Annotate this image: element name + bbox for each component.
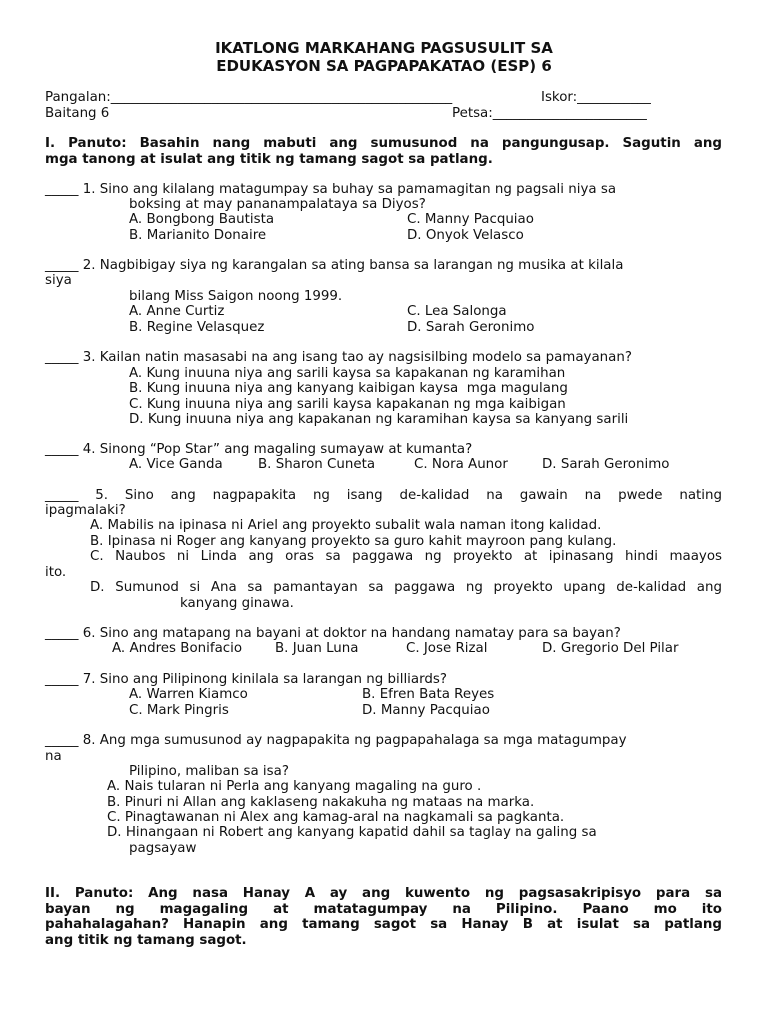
q7-option-c: C. Mark Pingris [129, 703, 229, 718]
q8-option-d-wrap: pagsayaw [129, 841, 197, 856]
q7-option-d: D. Manny Pacquiao [362, 703, 490, 718]
q8-option-d: D. Hinangaan ni Robert ang kanyang kapatid dahil sa taglay na galing sa [107, 825, 597, 840]
question-2-cont: bilang Miss Saigon noong 1999. [129, 289, 343, 304]
q6-option-b: B. Juan Luna [275, 641, 359, 656]
question-1-cont: boksing at may pananampalataya sa Diyos? [129, 197, 426, 212]
q3-option-d: D. Kung inuuna niya ang kapakanan ng karamihan kaysa sa kanyang sarili [129, 412, 629, 427]
q4-option-a: A. Vice Ganda [129, 457, 223, 472]
question-8: _____ 8. Ang mga sumusunod ay nagpapakita ng pagpapahalaga sa mga matagumpay [45, 733, 627, 748]
score-field: Iskor:___________ [541, 90, 651, 105]
part2-instructions-line4: ang titik ng tamang sagot. [45, 933, 247, 948]
name-field: Pangalan:___________________________________________________ [45, 90, 453, 105]
question-6: _____ 6. Sino ang matapang na bayani at doktor na handang namatay para sa bayan? [45, 626, 621, 641]
question-5-wrap: ipagmalaki? [45, 503, 126, 518]
q1-option-c: C. Manny Pacquiao [407, 212, 534, 227]
question-7: _____ 7. Sino ang Pilipinong kinilala sa larangan ng billiards? [45, 672, 447, 687]
q1-option-b: B. Marianito Donaire [129, 228, 267, 243]
q5-option-b: B. Ipinasa ni Roger ang kanyang proyekto sa guro kahit mayroon pang kulang. [90, 534, 617, 549]
q2-option-d: D. Sarah Geronimo [407, 320, 535, 335]
date-field: Petsa:_______________________ [452, 106, 647, 121]
q3-option-a: A. Kung inuuna niya ang sarili kaysa sa kapakanan ng karamihan [129, 366, 566, 381]
question-3: _____ 3. Kailan natin masasabi na ang isang tao ay nagsisilbing modelo sa pamayanan? [45, 350, 632, 365]
q4-option-d: D. Sarah Geronimo [542, 457, 670, 472]
q8-option-b: B. Pinuri ni Allan ang kaklaseng nakakuha ng mataas na marka. [107, 795, 535, 810]
q3-option-c: C. Kung inuuna niya ang sarili kaysa kapakanan ng mga kaibigan [129, 397, 566, 412]
question-2-wrap: siya [45, 273, 72, 288]
q5-option-d-wrap: kanyang ginawa. [180, 596, 294, 611]
q5-option-d: D. Sumunod si Ana sa pamantayan sa paggawa ng proyekto upang de-kalidad ang [90, 580, 722, 595]
question-4: _____ 4. Sinong “Pop Star” ang magaling sumayaw at kumanta? [45, 442, 473, 457]
q3-option-b: B. Kung inuuna niya ang kanyang kaibigan kaysa mga magulang [129, 381, 568, 396]
question-8-cont: Pilipino, maliban sa isa? [129, 764, 289, 779]
q5-option-a: A. Mabilis na ipinasa ni Ariel ang proyekto subalit wala naman itong kalidad. [90, 518, 602, 533]
part1-instructions-line2: mga tanong at isulat ang titik ng tamang sagot sa patlang. [45, 152, 493, 167]
exam-title-line2: EDUKASYON SA PAGPAPAKATAO (ESP) 6 [216, 57, 552, 75]
q7-option-a: A. Warren Kiamco [129, 687, 248, 702]
part1-instructions-line1: I. Panuto: Basahin nang mabuti ang sumusunod na pangungusap. Sagutin ang [45, 136, 722, 151]
q2-option-c: C. Lea Salonga [407, 304, 507, 319]
q8-option-a: A. Nais tularan ni Perla ang kanyang magaling na guro . [107, 779, 482, 794]
q6-option-d: D. Gregorio Del Pilar [542, 641, 679, 656]
question-5: _____ 5. Sino ang nagpapakita ng isang de-kalidad na gawain na pwede nating [45, 488, 722, 503]
part2-instructions-line2: bayan ng magagaling at matatagumpay na Pilipino. Paano mo ito [45, 902, 722, 917]
part2-instructions-line3: pahahalagahan? Hanapin ang tamang sagot sa Hanay B at isulat sa patlang [45, 917, 722, 932]
q5-option-c-wrap: ito. [45, 565, 67, 580]
q1-option-d: D. Onyok Velasco [407, 228, 524, 243]
q6-option-a: A. Andres Bonifacio [112, 641, 243, 656]
q7-option-b: B. Efren Bata Reyes [362, 687, 495, 702]
q6-option-c: C. Jose Rizal [406, 641, 488, 656]
question-2: _____ 2. Nagbibigay siya ng karangalan sa ating bansa sa larangan ng musika at kilala [45, 258, 624, 273]
q4-option-b: B. Sharon Cuneta [258, 457, 376, 472]
q1-option-a: A. Bongbong Bautista [129, 212, 275, 227]
q5-option-c: C. Naubos ni Linda ang oras sa paggawa ng proyekto at ipinasang hindi maayos [90, 549, 722, 564]
q2-option-b: B. Regine Velasquez [129, 320, 265, 335]
question-8-wrap: na [45, 749, 62, 764]
q4-option-c: C. Nora Aunor [414, 457, 508, 472]
q8-option-c: C. Pinagtawanan ni Alex ang kamag-aral na nagkamali sa pagkanta. [107, 810, 565, 825]
grade-level: Baitang 6 [45, 106, 110, 121]
part2-instructions-line1: II. Panuto: Ang nasa Hanay A ay ang kuwento ng pagsasakripisyo para sa [45, 886, 722, 901]
question-1: _____ 1. Sino ang kilalang matagumpay sa buhay sa pamamagitan ng pagsali niya sa [45, 182, 617, 197]
q2-option-a: A. Anne Curtiz [129, 304, 225, 319]
exam-title-line1: IKATLONG MARKAHANG PAGSUSULIT SA [215, 39, 553, 57]
